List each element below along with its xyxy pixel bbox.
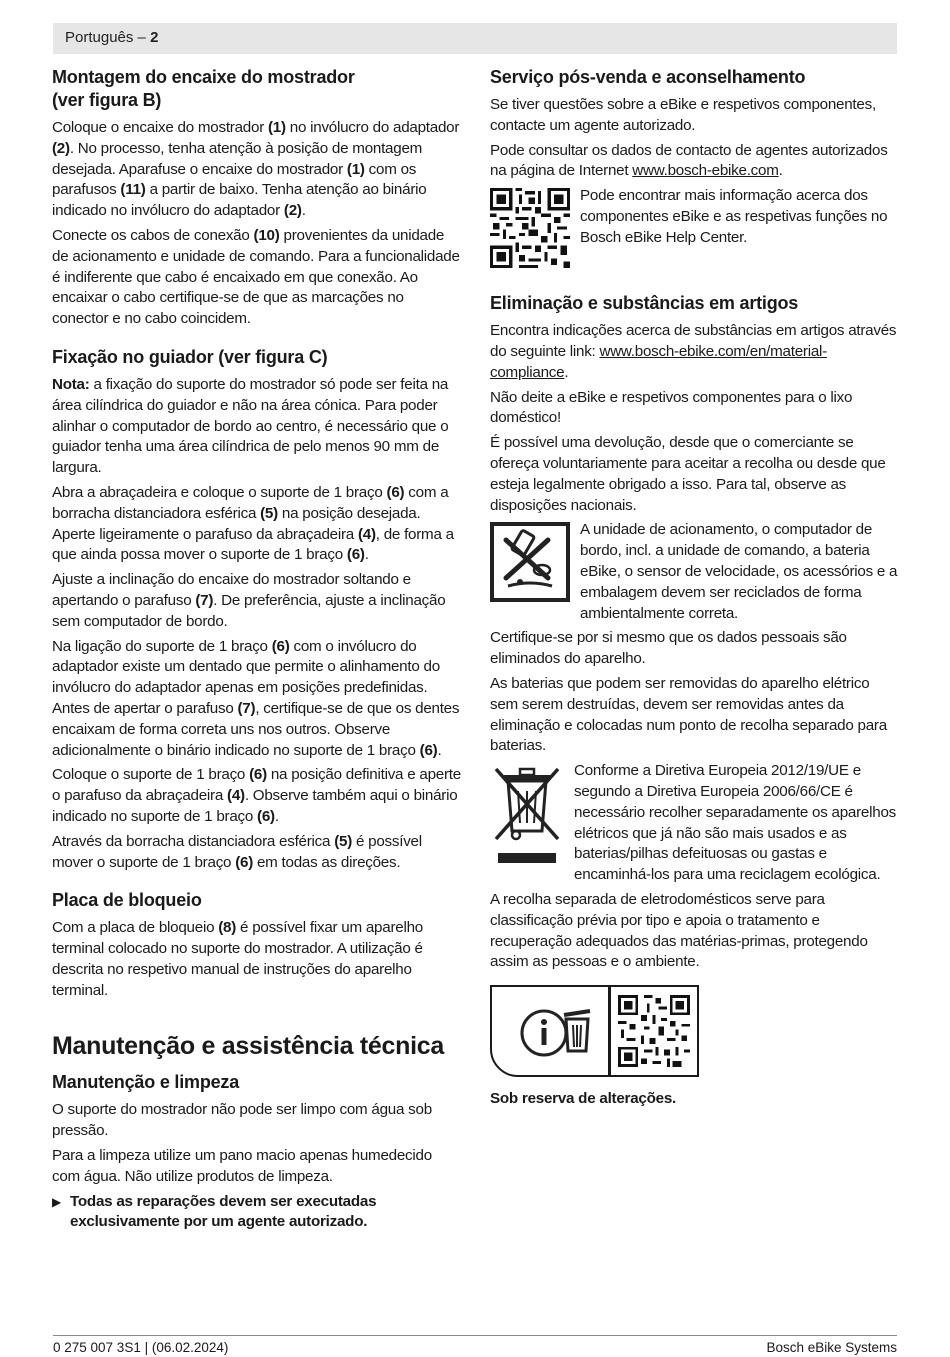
paragraph: As baterias que podem ser removidas do aparelho elétrico sem serem destruídas, devem ser removidas antes da eliminação e colocadas num ponto de recolha separado para baterias. [490,674,887,755]
paragraph-text: . [301,202,306,220]
paragraph: É possível uma devolução, desde que o comerciante se ofereça voluntariamente para aceitar a recolha ou desde que esteja legalmente obrigado a isso. Para tal, observe as disposições nacionais. [490,434,886,514]
website-link[interactable]: www.bosch-ebike.com [632,162,779,180]
reference-number: (4) [357,525,376,543]
title-line: (ver figura B) [52,90,162,110]
reference-number: (6) [257,807,275,825]
paragraph-text: . [564,363,569,381]
chapter-title: Manutenção e assistência técnica [52,1032,444,1061]
crossed-out-wheelie-bin-icon [490,763,564,873]
no-trash-recycle-icon [490,522,570,602]
paragraph-text: . De preferência, ajuste a inclinação sem computador de bordo. [52,591,446,630]
paragraph-text: . [364,546,369,564]
recycling-block [490,520,900,624]
paragraph-text: Conecte os cabos de conexão [52,226,254,244]
header-text [65,29,158,46]
paragraph: A recolha separada de eletrodomésticos serve para classificação prévia por tipo e apoia o tratamento e recuperação adequados das matérias-primas, protegendo assim as pessoas e o ambiente. [490,890,868,971]
material-compliance-link[interactable]: www.bosch-ebike.com/en/material-compliance [490,342,827,381]
reference-number: (6) [235,853,254,871]
reference-number: (7) [237,699,256,717]
paragraph-text: Com a placa de bloqueio [52,919,219,937]
weee-text: Conforme a Diretiva Europeia 2012/19/UE e segundo a Diretiva Europeia 2006/66/CE é necessário recolher separadamente os aparelhos elétricos que já não são mais usados e as baterias/pilhas defeituosas ou gastas e encaminhá-los para uma reciclagem ecológica. [574,762,896,884]
paragraph: Não deite a eBike e respetivos componentes para o lixo doméstico! [490,388,853,427]
help-center-block [490,186,900,268]
paragraph-text: no invólucro do adaptador [285,119,460,136]
paragraph-text: é possível mover o suporte de 1 braço [52,832,422,871]
paragraph-text: . [437,741,442,759]
paragraph-text: a fixação do suporte do mostrador só pode ser feita na área cilíndrica do guiador e não na área cónica. Para poder alinhar o computador de bordo ao centro, é necessário que o guiador tenha uma área cilíndrica de pelo menos 90 mm de largura. [52,375,449,477]
paragraph-text: Coloque o suporte de 1 braço [52,766,250,784]
paragraph-text: é possível fixar um aparelho terminal colocado no suporte do mostrador. A utilização é descrita no respetivo manual de instruções do aparelho terminal. [52,919,423,999]
paragraph [52,118,462,222]
reference-number: (6) [249,766,267,784]
reference-number: (8) [218,919,237,937]
paragraph-text: Ajuste a inclinação do encaixe do mostrador soltando e apertando o parafuso [52,571,411,609]
paragraph [52,483,462,566]
reference-number: (6) [346,546,365,564]
right-column [490,66,900,1114]
section-title-display-mount [52,66,462,112]
paragraph [490,321,900,383]
paragraph [52,832,462,874]
paragraph: Certifique-se por si mesmo que os dados pessoais são eliminados do aparelho. [490,629,847,668]
paragraph-text: com a borracha distanciadora esférica [52,483,449,522]
paragraph-text: na posição desejada. Aperte ligeiramente o parafuso da abraçadeira [52,504,421,543]
header-language: Português [65,29,134,46]
recycling-text: A unidade de acionamento, o computador de bordo, incl. a unidade de comando, a bateria eBike, o sensor de velocidade, os acessórios e a embalagem devem ser reciclados de forma ambientalmente correta. [580,521,898,622]
section-title-locking-plate: Placa de bloqueio [52,890,202,911]
paragraph-text: Pode consultar os dados de contacto de agentes autorizados na página de Internet [490,141,888,180]
paragraph-text: Na ligação do suporte de 1 braço [52,637,272,655]
section-title-maintenance: Manutenção e limpeza [52,1072,240,1093]
paragraph: Para a limpeza utilize um pano macio apenas humedecido com água. Não utilize produtos de limpeza. [52,1147,432,1185]
paragraph-text: , de forma a que ainda possa mover o suporte de 1 braço [52,525,454,564]
paragraph [52,918,462,1001]
paragraph-text: em todas as direções. [253,853,401,871]
reference-number: (4) [227,787,245,805]
header-separator: – [133,29,151,46]
reference-number: (2) [52,139,70,157]
paragraph-text: . [274,807,279,825]
paragraph-text: . Observe também aqui o binário indicado no suporte de 1 braço [52,787,458,825]
section-title-disposal: Eliminação e substâncias em artigos [490,293,799,314]
paragraph-text: com os parafusos [52,160,417,199]
paragraph: Se tiver questões sobre a eBike e respetivos componentes, contacte um agente autorizado. [490,96,876,134]
paragraph-text: Abra a abraçadeira e coloque o suporte de 1 braço [52,483,387,501]
paragraph-text: Através da borracha distanciadora esférica [52,832,335,850]
paragraph-text: Encontra indicações acerca de substâncias em artigos através do seguinte link: [490,322,897,360]
paragraph [52,375,462,479]
reference-number: (1) [267,119,286,136]
paragraph-text: com o invólucro do adaptador existe um dentado que permite o alinhamento do invólucro do adaptador apenas em posições predefinidas. Antes de apertar o parafuso [52,637,440,717]
qr-code-icon[interactable] [618,993,690,1069]
reference-number: (10) [253,226,280,244]
page-header [53,23,897,54]
info-bin-badge [490,985,699,1077]
section-title-handlebar: Fixação no guiador (ver figura C) [52,346,328,367]
paragraph-text: a partir de baixo. Tenha atenção ao binário indicado no invólucro do adaptador [52,181,427,220]
closing-note: Sob reserva de alterações. [490,1090,676,1108]
reference-number: (5) [334,832,353,850]
reference-number: (2) [283,202,302,220]
reference-number: Nota: [52,375,90,393]
bullet-text: Todas as reparações devem ser executadas exclusivamente por um agente autorizado. [70,1192,377,1231]
reference-number: (1) [346,160,365,178]
paragraph: O suporte do mostrador não pode ser limpo com água sob pressão. [52,1101,432,1140]
paragraph [490,141,900,183]
paragraph [52,226,462,330]
reference-number: (5) [260,504,278,522]
reference-number: (6) [419,741,438,759]
weee-block [490,761,900,886]
paragraph-text: Coloque o encaixe do mostrador [52,119,268,136]
title-line: Montagem do encaixe do mostrador [52,67,355,87]
reference-number: (6) [271,637,290,655]
paragraph [52,570,462,632]
reference-number: (6) [386,483,405,501]
paragraph [52,765,462,827]
footer-company: Bosch eBike Systems [766,1340,897,1355]
paragraph-text: . [778,162,783,180]
header-page-number: 2 [150,29,159,46]
paragraph-text: provenientes da unidade de acionamento e unidade de comando. Para a funcionalidade é indiferente que cabo é encaixado em que conexão. Ao encaixar o cabo certifique-se de que as marcações no conector e no cabo coincidem. [52,226,460,328]
paragraph-text: , certifique-se de que os dentes encaixam de forma correta uns nos outros. Observe adicionalmente o binário indicado no suporte de 1 braço [52,699,460,759]
footer-divider [53,1335,897,1336]
section-title-service: Serviço pós-venda e aconselhamento [490,67,806,87]
paragraph-text: na posição definitiva e aperte o parafuso da abraçadeira [52,766,461,805]
paragraph [52,637,462,762]
qr-code-icon[interactable] [490,188,570,268]
reference-number: (11) [120,181,146,199]
bullet-triangle-icon: ▶ [52,1194,61,1209]
reference-number: (7) [195,591,214,609]
warning-bullet [52,1192,462,1234]
help-center-text: Pode encontrar mais informação acerca dos componentes eBike e as respetivas funções no Bosch eBike Help Center. [580,187,888,246]
info-bin-icon [498,987,608,1075]
paragraph-text: . No processo, tenha atenção à posição de montagem desejada. Aparafuse o encaixe do mostrador [52,139,423,178]
left-column [52,66,462,1233]
footer-doc-id: 0 275 007 3S1 | (06.02.2024) [53,1340,229,1355]
